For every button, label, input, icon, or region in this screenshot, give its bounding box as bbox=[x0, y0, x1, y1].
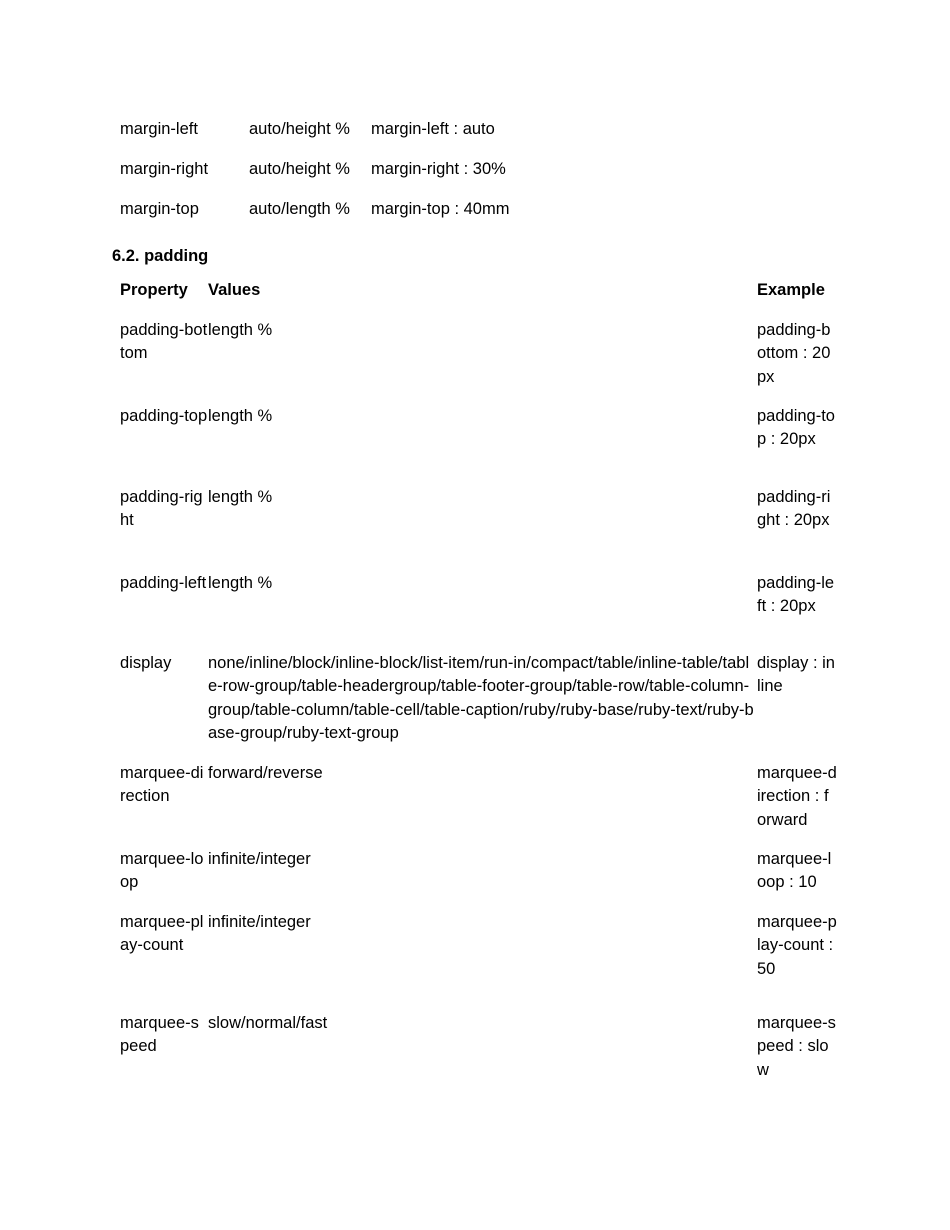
property-cell: padding-right bbox=[120, 488, 203, 530]
property-cell: padding-bottom bbox=[120, 321, 208, 363]
table-row bbox=[120, 848, 837, 911]
values-cell: forward/reverse bbox=[208, 764, 323, 782]
example-cell: margin-left : auto bbox=[371, 120, 495, 138]
example-cell: margin-right : 30% bbox=[371, 160, 506, 178]
header-property: Property bbox=[120, 281, 188, 299]
example-cell: padding-right : 20px bbox=[757, 488, 831, 530]
property-cell: marquee-speed bbox=[120, 1014, 199, 1056]
padding-properties-table bbox=[120, 279, 837, 1092]
property-cell: display bbox=[120, 654, 172, 672]
table-row bbox=[120, 405, 837, 486]
example-cell: marquee-play-count : 50 bbox=[757, 913, 837, 978]
table-row bbox=[120, 198, 509, 238]
property-cell: marquee-direction bbox=[120, 764, 204, 806]
table-row bbox=[120, 652, 837, 762]
values-cell: length % bbox=[208, 488, 273, 506]
example-cell: margin-top : 40mm bbox=[371, 200, 510, 218]
property-cell: margin-top bbox=[120, 200, 199, 218]
values-cell: length % bbox=[208, 407, 273, 425]
values-cell: infinite/integer bbox=[208, 913, 311, 931]
example-cell: marquee-speed : slow bbox=[757, 1014, 836, 1079]
section-heading: 6.2. padding bbox=[112, 247, 209, 265]
property-cell: padding-left bbox=[120, 574, 207, 592]
values-cell: none/inline/block/inline-block/list-item/run-in/compact/table/inline-table/table-row-group/table-headergroup/table-footer-group/table-row/table-column-group/table-column/table-cell/table-caption/ruby/ruby-base/ruby-text/ruby-base-group/ruby-text-group bbox=[208, 654, 754, 742]
header-example: Example bbox=[757, 281, 825, 299]
values-cell: slow/normal/fast bbox=[208, 1014, 328, 1032]
property-cell: padding-top bbox=[120, 407, 208, 425]
values-cell: auto/height % bbox=[249, 160, 350, 178]
table-row bbox=[120, 762, 837, 848]
property-cell: marquee-play-count bbox=[120, 913, 204, 955]
table-row bbox=[120, 572, 837, 652]
table-row bbox=[120, 1012, 837, 1092]
example-cell: padding-bottom : 20px bbox=[757, 321, 831, 386]
table-row bbox=[120, 118, 509, 158]
example-cell: marquee-loop : 10 bbox=[757, 850, 832, 892]
table-header-row bbox=[120, 279, 837, 319]
values-cell: infinite/integer bbox=[208, 850, 311, 868]
example-cell: padding-left : 20px bbox=[757, 574, 835, 616]
property-cell: margin-right bbox=[120, 160, 209, 178]
values-cell: auto/length % bbox=[249, 200, 350, 218]
table-row bbox=[120, 911, 837, 1012]
example-cell: marquee-direction : forward bbox=[757, 764, 837, 829]
property-cell: margin-left bbox=[120, 120, 198, 138]
values-cell: auto/height % bbox=[249, 120, 350, 138]
header-values: Values bbox=[208, 281, 261, 299]
margin-properties-table bbox=[120, 118, 509, 238]
values-cell: length % bbox=[208, 574, 273, 592]
property-cell: marquee-loop bbox=[120, 850, 204, 892]
example-cell: padding-top : 20px bbox=[757, 407, 835, 449]
values-cell: length % bbox=[208, 321, 273, 339]
table-row bbox=[120, 158, 509, 198]
table-row bbox=[120, 319, 837, 405]
example-cell: display : inline bbox=[757, 654, 835, 696]
table-row bbox=[120, 486, 837, 572]
